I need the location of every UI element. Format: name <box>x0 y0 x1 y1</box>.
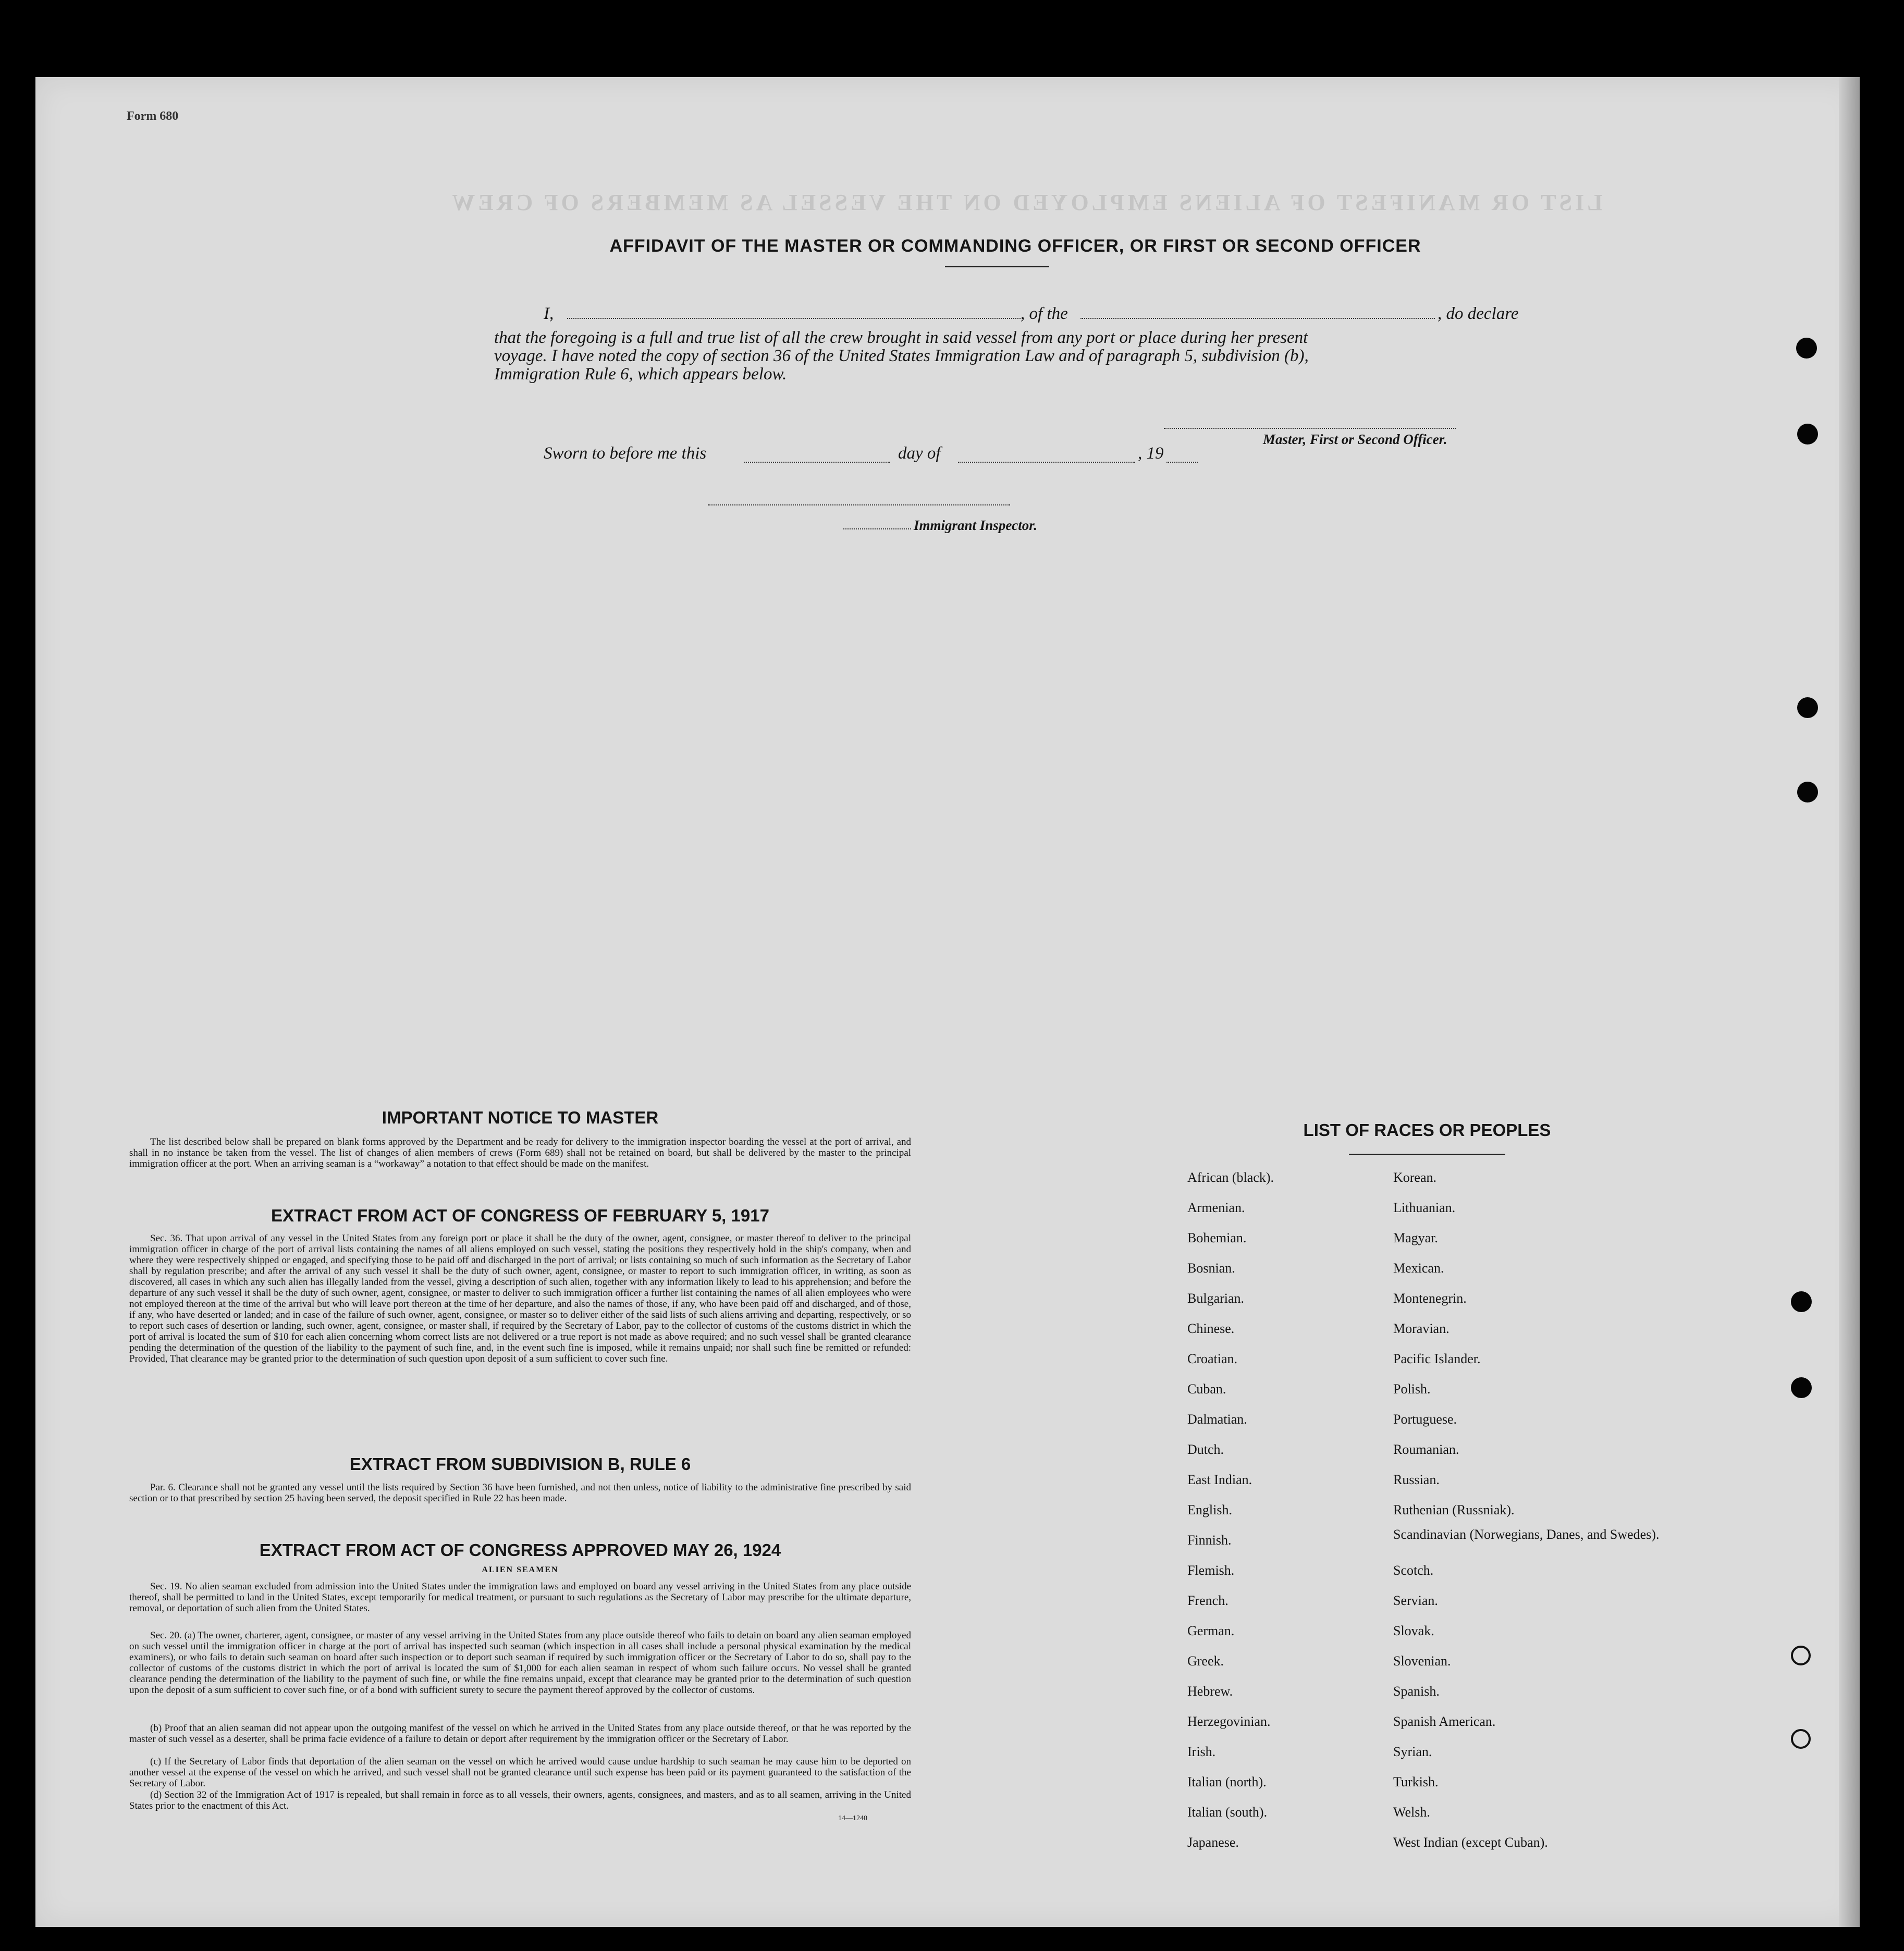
race-item: West Indian (except Cuban). <box>1393 1835 1548 1850</box>
race-item: Montenegrin. <box>1393 1291 1467 1306</box>
sworn-month-blank[interactable] <box>958 462 1135 463</box>
sec20a-text: Sec. 20. (a) The owner, charterer, agent, consignee, or master of any vessel arriving in the United States from any place outside thereof who fails to detain on board any alien seaman employed on such vessel until the immigration officer in charge at the port of arrival has inspected such seaman (which inspection in all cases shall include a personal physical examination by the medical examiners), or who fails to detain such seaman on board after such inspection or to deport such seaman if required by such immigration officer or the Secretary of Labor to do so, shall pay to the collector of customs of the customs district in which the port of arrival is located the sum of $1,000 for each alien seaman in respect of whom such failure occurs. No vessel shall be granted clearance pending the determination of the liability to the payment of such fine, or while the fine remains unpaid, except that clearance may be granted prior to the determination of such question upon the deposit of a sum sufficient to cover such fine, or of a bond with sufficient surety to secure the payment thereof approved by the collector of customs. <box>129 1630 911 1696</box>
bleedthrough-text: LIST OR MANIFEST OF ALIENS EMPLOYED ON THE VESSEL AS MEMBERS OF CREW <box>449 190 1603 215</box>
affidavit-title: AFFIDAVIT OF THE MASTER OR COMMANDING OFFICER, OR FIRST OR SECOND OFFICER <box>609 236 1421 256</box>
vessel-blank[interactable] <box>1080 318 1435 319</box>
races-title: LIST OF RACES OR PEOPLES <box>1303 1120 1551 1140</box>
name-blank[interactable] <box>567 318 1021 319</box>
affidavit-i: I, <box>544 304 554 323</box>
race-item: Bosnian. <box>1187 1261 1235 1276</box>
race-item: Slovenian. <box>1393 1653 1451 1669</box>
binder-hole <box>1797 697 1818 718</box>
affidavit-do-declare: , do declare <box>1438 304 1519 323</box>
sworn-year-blank[interactable] <box>1166 462 1198 463</box>
race-item: African (black). <box>1187 1170 1274 1185</box>
sec20c-text: (c) If the Secretary of Labor finds that deportation of the alien seaman on the vessel on which he arrived would cause undue hardship to such seaman he may cause him to be deported on another vessel at the expense of the vessel on which he arrived, and such vessel shall not be granted clearance until such expense has been paid or its payment guaranteed to the satisfaction of the Secretary of Labor. <box>129 1756 911 1789</box>
race-item: Armenian. <box>1187 1200 1245 1215</box>
inspector-signature-label: Immigrant Inspector. <box>914 517 1038 533</box>
extract-1924-title: EXTRACT FROM ACT OF CONGRESS APPROVED MAY 26, 1924 <box>259 1540 781 1560</box>
race-item: Spanish. <box>1393 1684 1440 1699</box>
races-title-rule <box>1349 1154 1505 1155</box>
race-item: Bulgarian. <box>1187 1291 1245 1306</box>
race-item: Italian (south). <box>1187 1805 1268 1820</box>
affidavit-line-1: that the foregoing is a full and true list of all the crew brought in said vessel from any port or place during her present <box>494 328 1308 347</box>
binder-hole <box>1796 338 1817 359</box>
sec19-text: Sec. 19. No alien seaman excluded from admission into the United States under the immigration laws and employed on board any vessel arriving in the United States from any place outside thereof, shall be permitted to land in the United States, except temporarily for medical treatment, or pursuant to such regulations as the Secretary of Labor may prescribe for the ultimate departure, removal, or deportation of such alien from the United States. <box>129 1581 911 1614</box>
race-item: Polish. <box>1393 1381 1431 1397</box>
race-item: Finnish. <box>1187 1533 1232 1548</box>
race-item: German. <box>1187 1623 1235 1638</box>
affidavit-line-2: voyage. I have noted the copy of section 36 of the United States Immigration Law and of paragraph 5, subdivision (b), <box>494 347 1309 365</box>
race-item: Hebrew. <box>1187 1684 1233 1699</box>
alien-seamen-subtitle: ALIEN SEAMEN <box>482 1565 559 1574</box>
inspector-short-line <box>843 528 911 529</box>
page-edge <box>1839 77 1860 1927</box>
race-item: Lithuanian. <box>1393 1200 1456 1215</box>
race-item: Mexican. <box>1393 1261 1444 1276</box>
sec20b-text: (b) Proof that an alien seaman did not appear upon the outgoing manifest of the vessel on which he arrived in the United States from any place outside thereof, or that he was reported by the master of such vessel as a deserter, shall be prima facie evidence of a failure to detain or deport after requirement by the immigration officer or the Secretary of Labor. <box>129 1723 911 1745</box>
race-item: Korean. <box>1393 1170 1437 1185</box>
print-code: 14—1240 <box>838 1814 867 1822</box>
binder-hole-open <box>1791 1646 1811 1665</box>
race-item: Syrian. <box>1393 1744 1432 1759</box>
race-item: Roumanian. <box>1393 1442 1459 1457</box>
race-item: Slovak. <box>1393 1623 1434 1638</box>
race-item: Scotch. <box>1393 1563 1434 1578</box>
binder-hole <box>1791 1291 1812 1312</box>
races-column-2 <box>1393 1163 1685 1858</box>
rule6-title: EXTRACT FROM SUBDIVISION B, RULE 6 <box>349 1454 691 1474</box>
day-of-label: day of <box>898 444 941 463</box>
race-item: Russian. <box>1393 1472 1440 1487</box>
rule6-text: Par. 6. Clearance shall not be granted any vessel until the lists required by Section 36 have been furnished, and not then unless, notice of liability to the administrative fine prescribed by said section or to that prescribed by section 25 having been served, the deposit specified in Rule 22 has been made. <box>129 1482 911 1504</box>
race-item: Herzegovinian. <box>1187 1714 1271 1729</box>
race-item: Dutch. <box>1187 1442 1224 1457</box>
race-item: French. <box>1187 1593 1229 1608</box>
race-item: Servian. <box>1393 1593 1438 1608</box>
affidavit-title-rule <box>945 266 1049 267</box>
sworn-label: Sworn to before me this <box>544 444 707 463</box>
extract-1917-text: Sec. 36. That upon arrival of any vessel in the United States from any foreign port or place it shall be the duty of the owner, agent, consignee, or master thereof to deliver to the principal immigration officer in charge of the port of arrival lists containing the names of all aliens employed on such vessel, stating the positions they respectively hold in the ship's company, when and where they were respectively shipped or engaged, and specifying those to be paid off and discharged in the port of arrival; or lists containing so much of such information as the Secretary of Labor shall by regulation prescribe; and after the arrival of any such vessel it shall be the duty of such owner, agent, consignee, or master to report to such immigration officer, in writing, as soon as discovered, all cases in which any such alien has illegally landed from the vessel, giving a description of such alien, together with any information likely to lead to his apprehension; and before the departure of any such vessel it shall be the duty of such owner, agent, consignee, or master to deliver to such immigration officer a further list containing the names of all alien employees who were not employed thereon at the time of the arrival but who will leave port thereon at the time of her departure, and also the names of those, if any, who have been paid off and discharged, and of those, if any, who have deserted or landed; and in case of the failure of such owner, agent, consignee, or master so to deliver either of the said lists of such aliens arriving and departing, respectively, or so to report such cases of desertion or landing, such owner, agent, consignee, or master shall, if required by the Secretary of Labor, pay to the collector of customs of the customs district in which the port of arrival is located the sum of $10 for each alien concerning whom correct lists are not delivered or a true report is not made as above required; and no such vessel shall be granted clearance pending the determination of the question of the liability to the payment of such fine, and, in the event such fine is imposed, while it remains unpaid; nor shall such fine be remitted or refunded: Provided, That clearance may be granted prior to the determination of such question upon deposit of a sum sufficient to cover such fine. <box>129 1233 911 1364</box>
race-item: Bohemian. <box>1187 1230 1247 1245</box>
notice-text: The list described below shall be prepared on blank forms approved by the Department and be ready for delivery to the immigration inspector boarding the vessel at the port of arrival, and shall in no instance be taken from the vessel. The list of changes of alien members of crews (Form 689) shall not be retained on board, but shall be delivered by the master to the principal immigration officer at the port. When an arriving seaman is a “workaway” a notation to that effect should be made on the manifest. <box>129 1137 911 1169</box>
year-label: , 19 <box>1138 444 1164 463</box>
race-item: East Indian. <box>1187 1472 1252 1487</box>
master-signature-line[interactable] <box>1164 428 1456 429</box>
race-item: Dalmatian. <box>1187 1412 1247 1427</box>
binder-hole-open <box>1791 1729 1811 1749</box>
race-item: Pacific Islander. <box>1393 1351 1481 1366</box>
sworn-day-blank[interactable] <box>744 462 890 463</box>
binder-hole <box>1797 782 1818 802</box>
binder-hole <box>1791 1377 1812 1398</box>
race-item: Welsh. <box>1393 1805 1430 1820</box>
race-item: Italian (north). <box>1187 1774 1267 1789</box>
sec20d-text: (d) Section 32 of the Immigration Act of 1917 is repealed, but shall remain in force as to all vessels, their owners, agents, consignees, and masters, and as to all seamen, arriving in the United States prior to the enactment of this Act. <box>129 1789 911 1811</box>
race-item: Scandinavian (Norwegians, Danes, and Swedes). <box>1393 1527 1660 1542</box>
race-item: Croatian. <box>1187 1351 1238 1366</box>
form-number: Form 680 <box>127 109 179 123</box>
race-item: Flemish. <box>1187 1563 1235 1578</box>
races-column-1 <box>1187 1163 1375 1858</box>
race-item: Portuguese. <box>1393 1412 1457 1427</box>
master-signature-label: Master, First or Second Officer. <box>1263 431 1447 447</box>
race-item: Japanese. <box>1187 1835 1239 1850</box>
extract-1917-title: EXTRACT FROM ACT OF CONGRESS OF FEBRUARY 5, 1917 <box>271 1206 769 1225</box>
inspector-signature-line[interactable] <box>708 504 1010 505</box>
race-item: Spanish American. <box>1393 1714 1496 1729</box>
binder-hole <box>1797 424 1818 444</box>
race-item: Turkish. <box>1393 1774 1439 1789</box>
race-item: Magyar. <box>1393 1230 1438 1245</box>
affidavit-of-the: , of the <box>1021 304 1068 323</box>
affidavit-line-3: Immigration Rule 6, which appears below. <box>494 365 787 384</box>
race-item: Cuban. <box>1187 1381 1226 1397</box>
race-item: English. <box>1187 1502 1232 1517</box>
race-item: Greek. <box>1187 1653 1224 1669</box>
race-item: Irish. <box>1187 1744 1216 1759</box>
race-item: Chinese. <box>1187 1321 1235 1336</box>
document-sheet <box>35 77 1860 1927</box>
race-item: Ruthenian (Russniak). <box>1393 1502 1515 1517</box>
notice-title: IMPORTANT NOTICE TO MASTER <box>382 1108 659 1127</box>
race-item: Moravian. <box>1393 1321 1450 1336</box>
